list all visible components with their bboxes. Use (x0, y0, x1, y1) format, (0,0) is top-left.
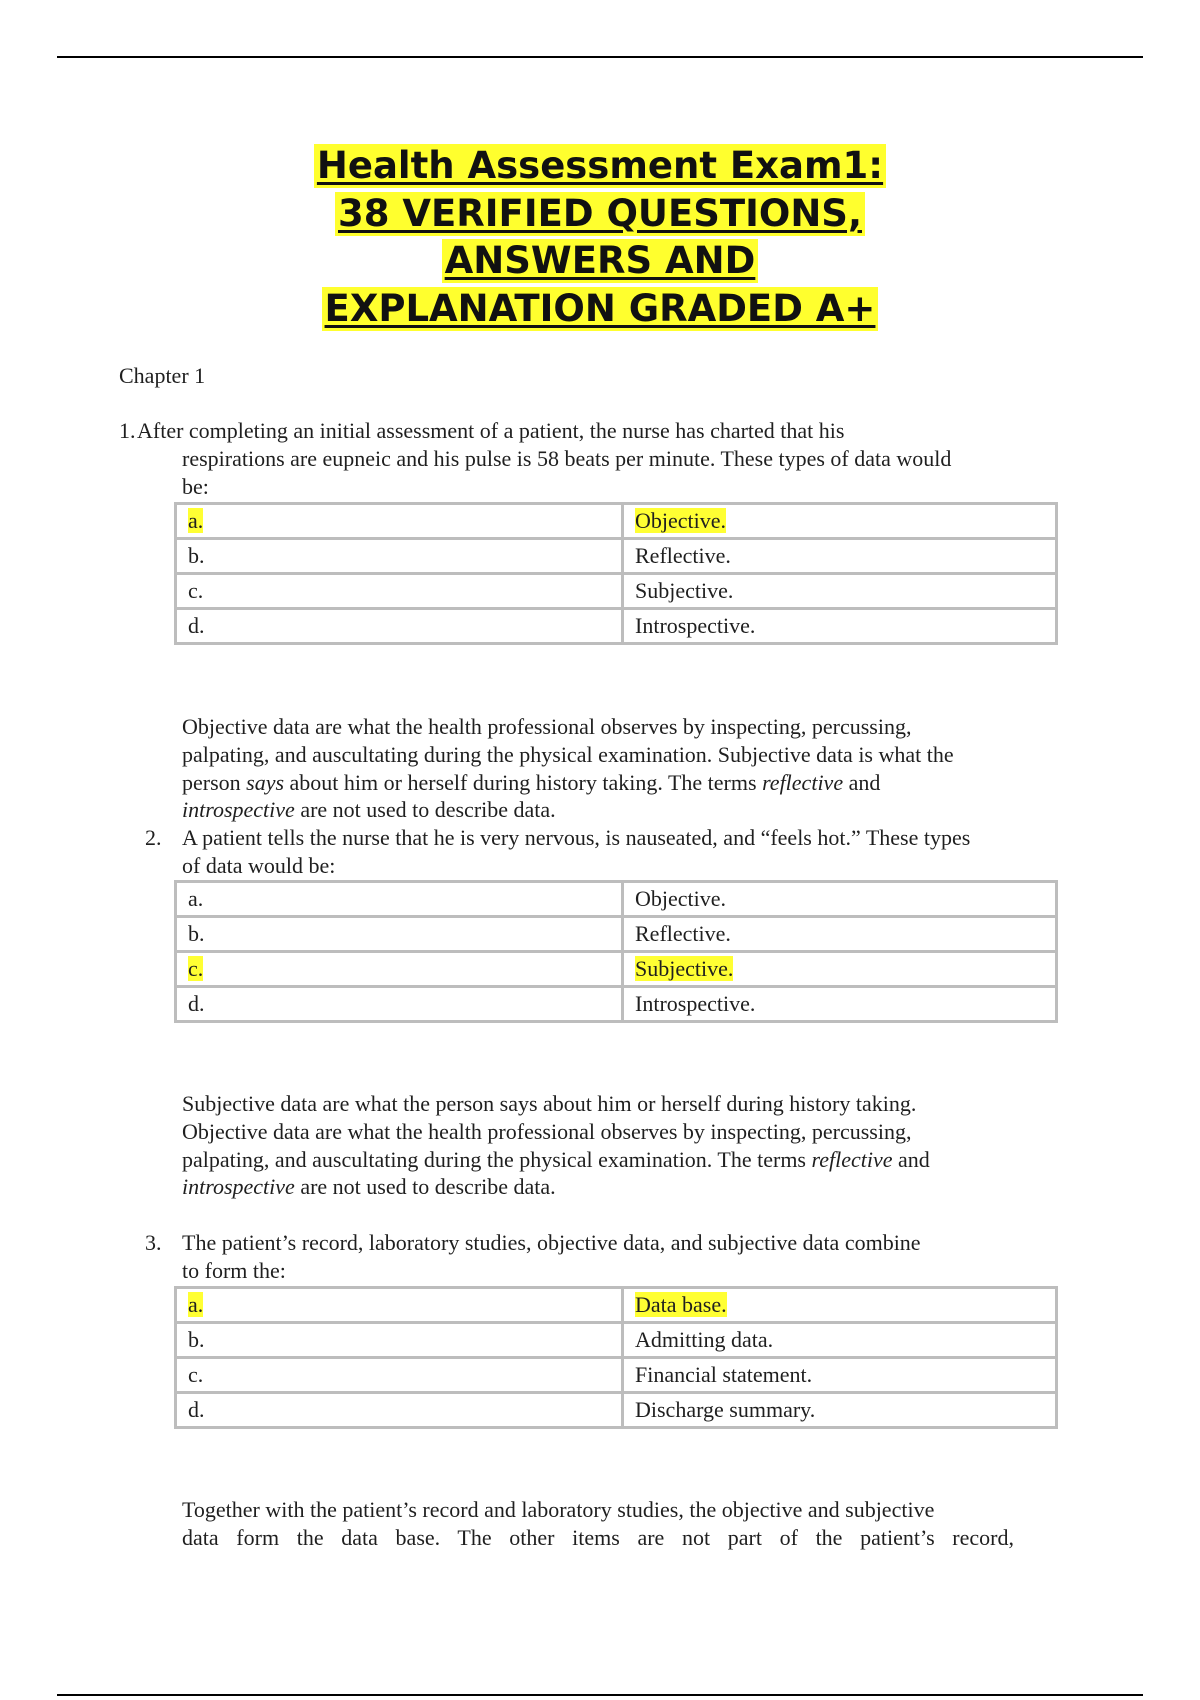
option-text: Objective. (635, 508, 727, 533)
option-row (176, 1323, 1057, 1358)
explanation-1-line-3: person says about him or herself during history taking. The terms reflective and (182, 770, 881, 795)
option-letter: d. (188, 991, 205, 1016)
option-letter-cell (176, 987, 623, 1022)
option-row (176, 1288, 1057, 1323)
question-3-options-table (174, 1286, 1058, 1429)
option-text-cell (623, 1358, 1057, 1393)
emphasis-introspective: introspective (182, 1174, 295, 1199)
top-rule (57, 56, 1143, 58)
question-1-stem-line-3: be: (182, 474, 209, 499)
chapter-heading: Chapter 1 (119, 363, 206, 388)
option-text: Subjective. (635, 578, 734, 603)
option-letter-cell (176, 574, 623, 609)
explanation-1-line-1: Objective data are what the health professional observes by inspecting, percussing, (182, 714, 912, 739)
option-text: Objective. (635, 886, 727, 911)
option-text: Reflective. (635, 543, 731, 568)
option-text-cell (623, 1323, 1057, 1358)
title-line-2: 38 VERIFIED QUESTIONS, (335, 192, 865, 236)
explanation-1-line-2: palpating, and auscultating during the physical examination. Subjective data is what the (182, 742, 954, 767)
question-3-stem-line-2: to form the: (182, 1258, 286, 1283)
option-letter: c. (188, 956, 204, 981)
question-2-stem-line-2: of data would be: (182, 853, 336, 878)
option-row (176, 952, 1057, 987)
title-line-3: ANSWERS AND (442, 239, 759, 283)
explanation-3-line-1: Together with the patient’s record and laboratory studies, the objective and subjective (182, 1497, 935, 1522)
explanation-3-line-2: data form the data base. The other items are not part of the patient’s record, (182, 1525, 1014, 1550)
option-letter-cell (176, 952, 623, 987)
option-text-cell (623, 574, 1057, 609)
option-letter: b. (188, 1327, 205, 1352)
option-letter-cell (176, 1323, 623, 1358)
option-text-cell (623, 504, 1057, 539)
option-text-cell (623, 952, 1057, 987)
title-line-1: Health Assessment Exam1: (314, 144, 886, 188)
option-text: Data base. (635, 1292, 727, 1317)
explanation-1-line-4: introspective are not used to describe data. (182, 797, 556, 822)
explanation-2-line-4: introspective are not used to describe data. (182, 1174, 556, 1199)
question-2-options-table (174, 880, 1058, 1023)
option-text-cell (623, 539, 1057, 574)
question-1-number: 1. (119, 418, 136, 443)
question-3-stem-line-1: The patient’s record, laboratory studies, objective data, and subjective data combine (182, 1230, 921, 1255)
question-3-number: 3. (145, 1230, 162, 1255)
question-2-stem-line-1: A patient tells the nurse that he is very nervous, is nauseated, and “feels hot.” These types (182, 825, 971, 850)
option-letter: d. (188, 613, 205, 638)
option-row (176, 882, 1057, 917)
option-row (176, 987, 1057, 1022)
option-letter: a. (188, 886, 204, 911)
option-letter-cell (176, 504, 623, 539)
option-letter-cell (176, 1288, 623, 1323)
option-letter: c. (188, 578, 204, 603)
question-1-options-table (174, 502, 1058, 645)
option-text: Discharge summary. (635, 1397, 816, 1422)
explanation-2-line-2: Objective data are what the health professional observes by inspecting, percussing, (182, 1119, 912, 1144)
option-letter-cell (176, 882, 623, 917)
document-title (0, 142, 1200, 332)
explanation-2-line-1: Subjective data are what the person says about him or herself during history taking. (182, 1091, 917, 1116)
option-text-cell (623, 1288, 1057, 1323)
emphasis-introspective: introspective (182, 797, 295, 822)
option-text: Introspective. (635, 613, 756, 638)
option-text: Admitting data. (635, 1327, 774, 1352)
bottom-rule (57, 1694, 1143, 1696)
option-letter-cell (176, 1393, 623, 1428)
explanation-2-line-3: palpating, and auscultating during the physical examination. The terms reflective and (182, 1147, 930, 1172)
question-1-stem-line-2: respirations are eupneic and his pulse is 58 beats per minute. These types of data would (182, 446, 952, 471)
option-row (176, 917, 1057, 952)
option-text-cell (623, 609, 1057, 644)
option-text: Financial statement. (635, 1362, 813, 1387)
option-letter: a. (188, 1292, 204, 1317)
emphasis-says: says (246, 770, 285, 795)
option-text-cell (623, 917, 1057, 952)
title-line-4: EXPLANATION GRADED A+ (322, 287, 879, 331)
option-text-cell (623, 987, 1057, 1022)
question-2-number: 2. (145, 825, 162, 850)
option-letter: a. (188, 508, 204, 533)
option-text-cell (623, 882, 1057, 917)
option-text: Reflective. (635, 921, 731, 946)
option-row (176, 609, 1057, 644)
option-letter: d. (188, 1397, 205, 1422)
option-row (176, 1393, 1057, 1428)
emphasis-reflective: reflective (762, 770, 844, 795)
option-letter: b. (188, 543, 205, 568)
option-row (176, 1358, 1057, 1393)
option-row (176, 574, 1057, 609)
option-letter-cell (176, 917, 623, 952)
option-letter-cell (176, 1358, 623, 1393)
option-letter: b. (188, 921, 205, 946)
option-row (176, 539, 1057, 574)
option-letter-cell (176, 609, 623, 644)
option-letter-cell (176, 539, 623, 574)
option-text: Subjective. (635, 956, 734, 981)
option-row (176, 504, 1057, 539)
question-1-stem-line-1: After completing an initial assessment of a patient, the nurse has charted that his (137, 418, 845, 443)
emphasis-reflective: reflective (811, 1147, 893, 1172)
option-text: Introspective. (635, 991, 756, 1016)
option-letter: c. (188, 1362, 204, 1387)
option-text-cell (623, 1393, 1057, 1428)
